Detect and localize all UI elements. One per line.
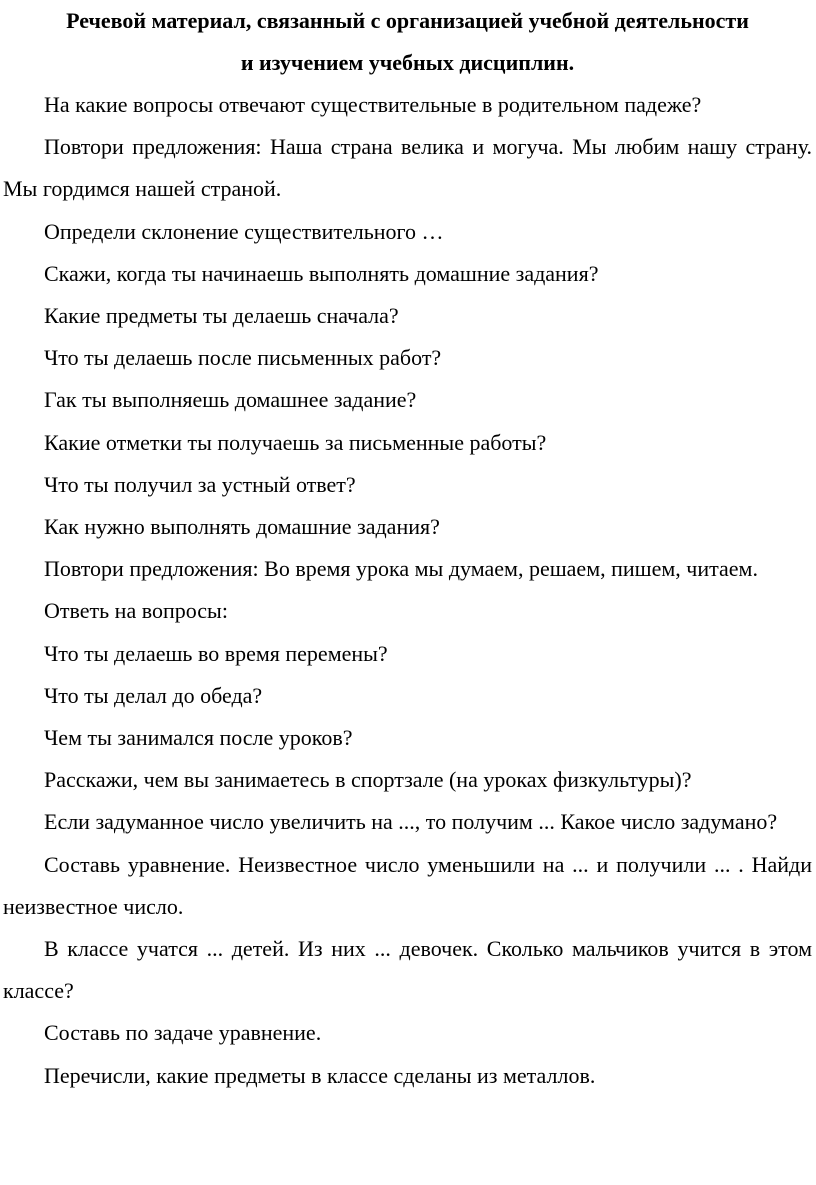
- paragraph-15: Чем ты занимался после уроков?: [44, 725, 353, 751]
- title-line-2: и изучением учебных дисциплин.: [240, 50, 575, 75]
- paragraph-12: Ответь на вопросы:: [44, 598, 228, 624]
- paragraph-7: Гак ты выполняешь домашнее задание?: [44, 387, 417, 413]
- title-line-1: Речевой материал, связанный с организацией учебной деятельности: [66, 8, 749, 33]
- paragraph-11: Повтори предложения: Во время урока мы думаем, решаем, пишем, читаем.: [44, 556, 758, 582]
- paragraph-21: Перечисли, какие предметы в классе сделаны из металлов.: [44, 1062, 596, 1088]
- paragraph-20: Составь по задаче уравнение.: [44, 1020, 322, 1046]
- paragraph-3: Определи склонение существительного …: [44, 218, 444, 244]
- paragraph-6: Что ты делаешь после письменных работ?: [44, 345, 442, 371]
- paragraph-19: В классе учатся ... детей. Из них ... девочек. Сколько мальчиков учится в этом классе?: [3, 936, 812, 1004]
- paragraph-10: Как нужно выполнять домашние задания?: [44, 514, 440, 540]
- paragraph-4: Скажи, когда ты начинаешь выполнять домашние задания?: [44, 260, 599, 286]
- paragraph-18: Составь уравнение. Неизвестное число уменьшили на ... и получили ... . Найди неизвестное число.: [3, 851, 812, 919]
- paragraph-5: Какие предметы ты делаешь сначала?: [44, 303, 399, 329]
- paragraph-17: Если задуманное число увеличить на ..., то получим ... Какое число задумано?: [44, 809, 778, 835]
- paragraph-1: На какие вопросы отвечают существительные в родительном падеже?: [44, 92, 702, 117]
- paragraph-14: Что ты делал до обеда?: [44, 682, 263, 708]
- paragraph-13: Что ты делаешь во время перемены?: [44, 640, 388, 666]
- document-title: [3, 0, 812, 84]
- paragraph-9: Что ты получил за устный ответ?: [44, 471, 356, 497]
- paragraph-8: Какие отметки ты получаешь за письменные работы?: [44, 429, 547, 455]
- paragraph-16: Расскажи, чем вы занимаетесь в спортзале (на уроках физкультуры)?: [44, 767, 692, 793]
- paragraph-2: Повтори предложения: Наша страна велика и могуча. Мы любим нашу страну. Мы гордимся нашей страной.: [3, 134, 812, 202]
